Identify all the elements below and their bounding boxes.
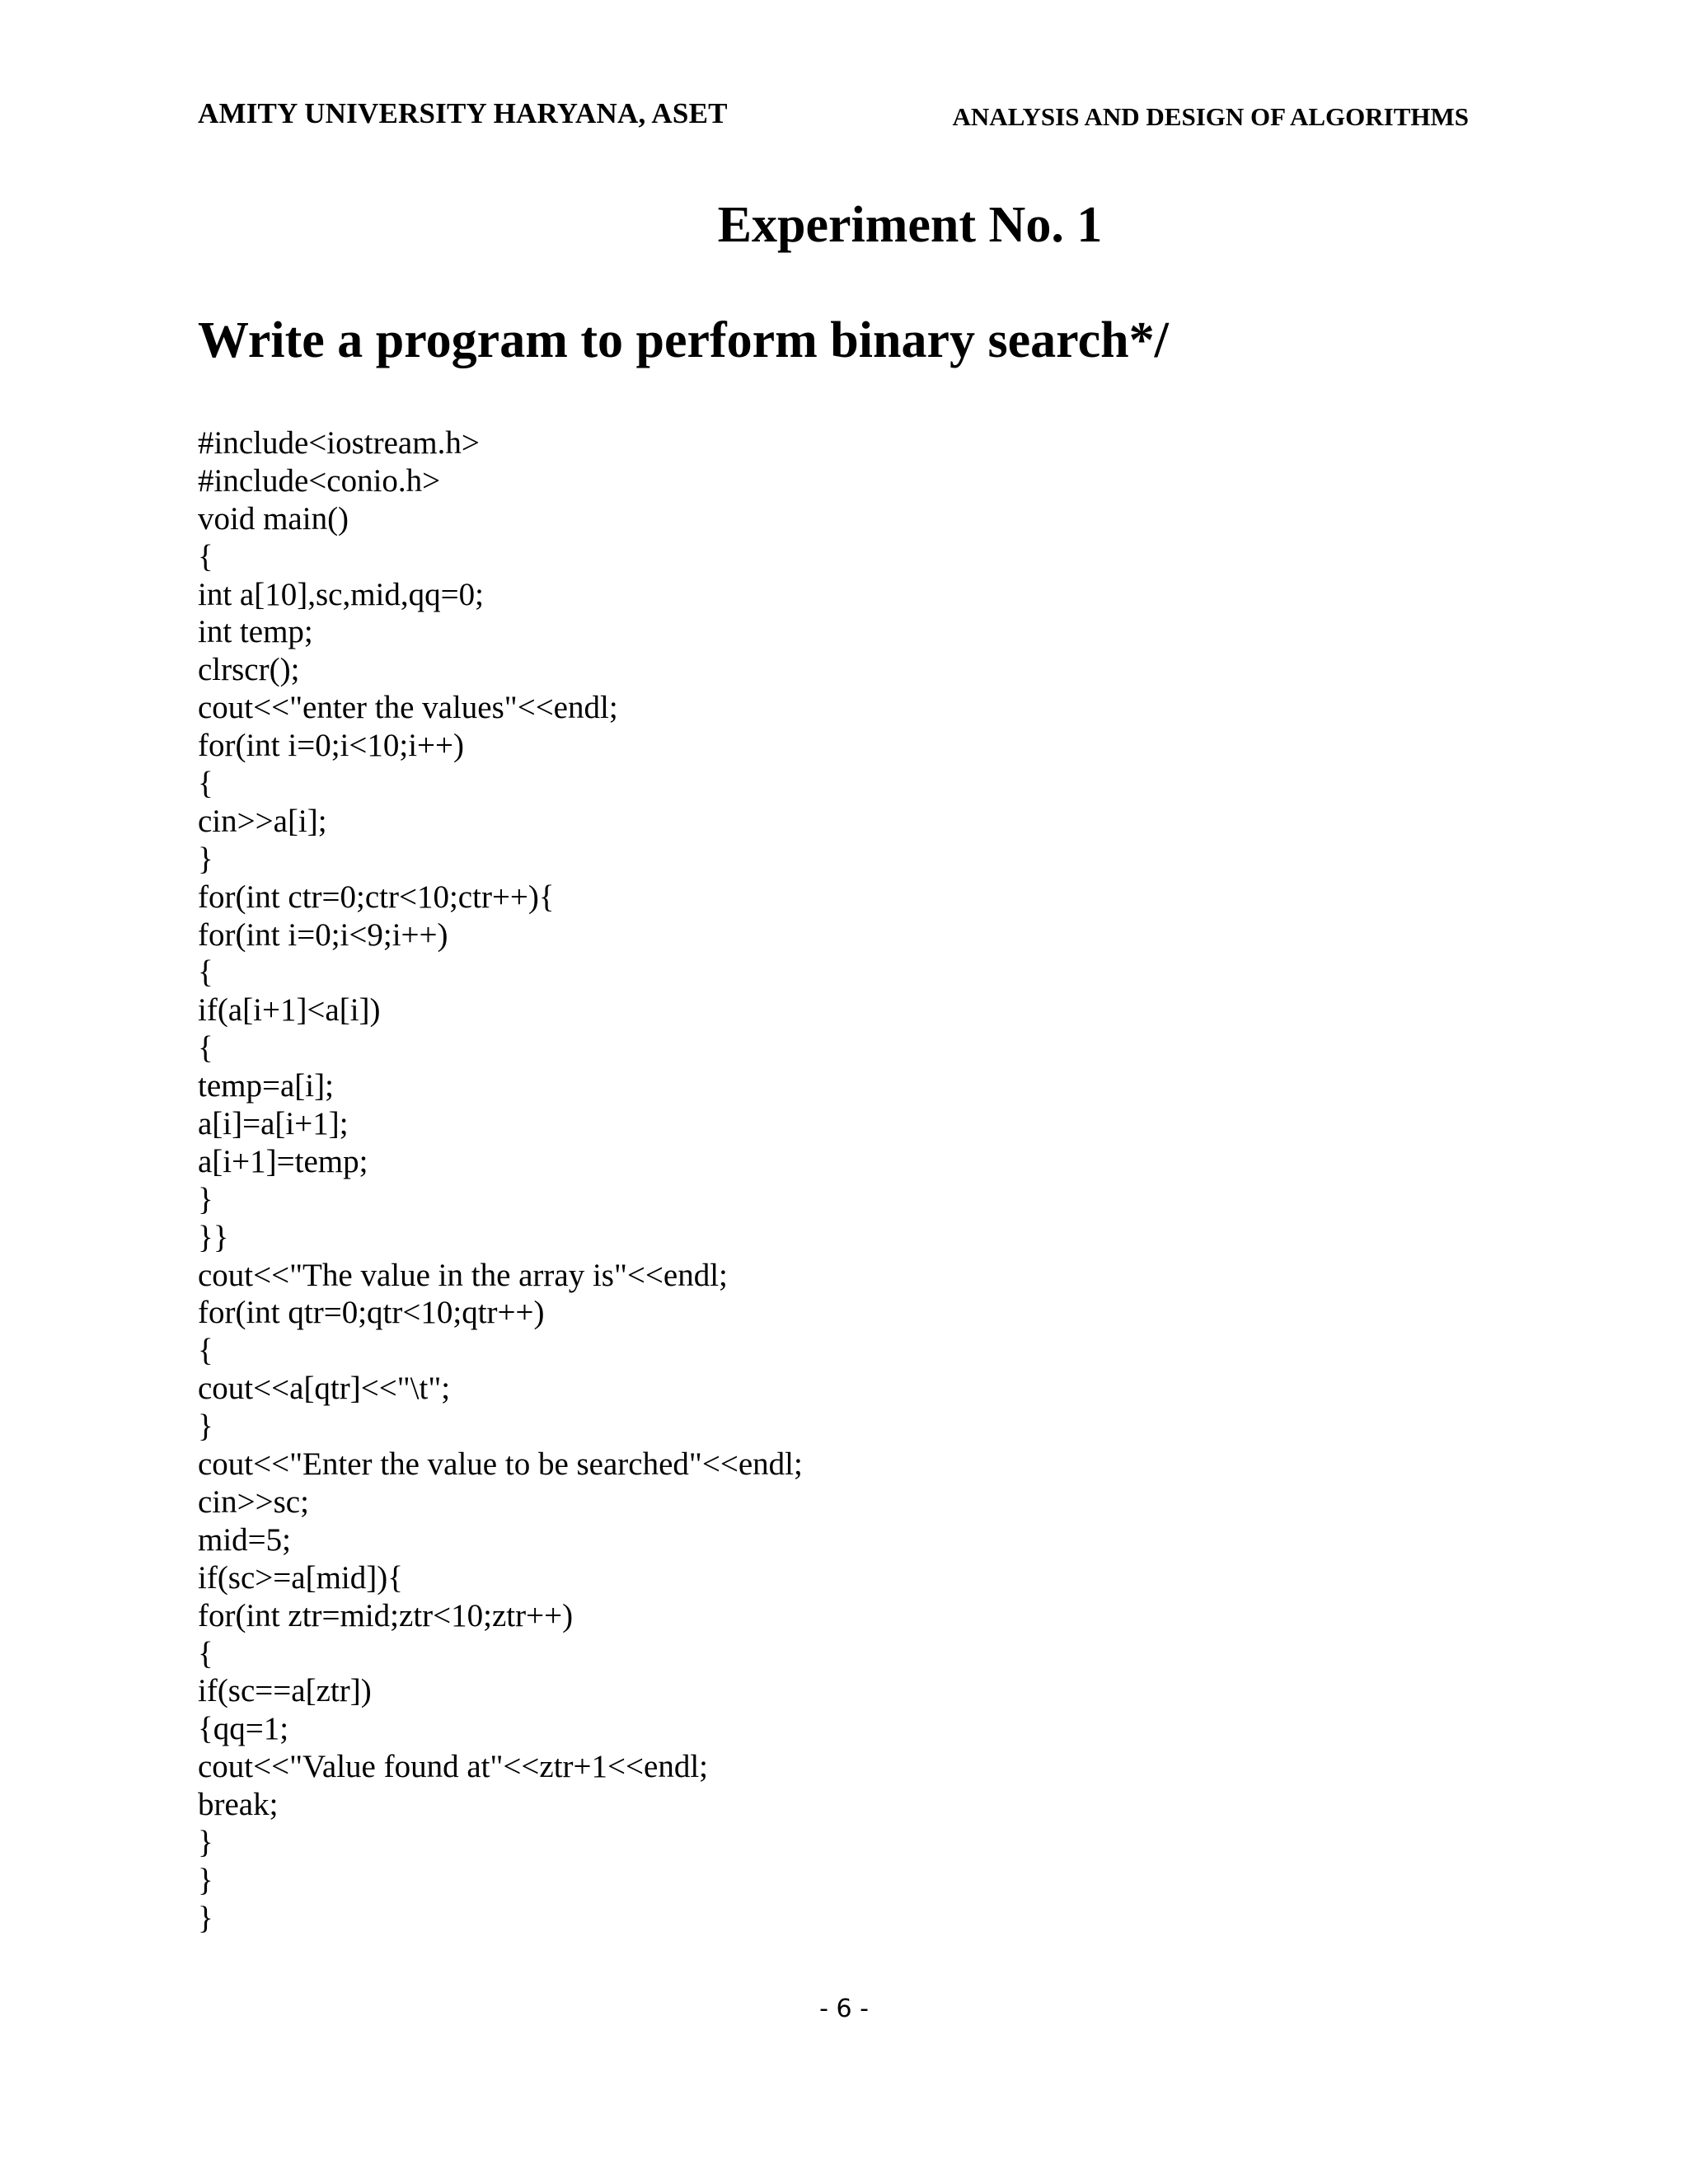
code-line: } — [198, 1408, 213, 1445]
experiment-title — [0, 196, 1688, 255]
code-line: int temp; — [198, 614, 313, 650]
code-line: if(sc>=a[mid]){ — [198, 1559, 403, 1596]
code-line: } — [198, 1181, 213, 1217]
code-line: { — [198, 1333, 213, 1369]
code-line: clrscr(); — [198, 652, 300, 688]
code-line: a[i+1]=temp; — [198, 1143, 368, 1179]
code-line: if(sc==a[ztr]) — [198, 1673, 372, 1709]
page-number: - 6 - — [819, 1994, 869, 2023]
code-line: cin>>a[i]; — [198, 803, 327, 839]
code-line: { — [198, 954, 213, 991]
experiment-title-text: Experiment No. 1 — [717, 197, 1103, 253]
code-line: int a[10],sc,mid,qq=0; — [198, 576, 484, 612]
code-line: temp=a[i]; — [198, 1068, 334, 1104]
code-line: mid=5; — [198, 1521, 292, 1558]
code-line: if(a[i+1]<a[i]) — [198, 992, 381, 1029]
code-line: { — [198, 1030, 213, 1066]
code-line: #include<conio.h> — [198, 462, 441, 499]
code-line: for(int i=0;i<9;i++) — [198, 916, 448, 953]
code-line: cout<<"Value found at"<<ztr+1<<endl; — [198, 1749, 708, 1785]
code-line: { — [198, 1635, 213, 1671]
code-line: } — [198, 1824, 213, 1860]
header-university: AMITY UNIVERSITY HARYANA, ASET — [198, 97, 728, 129]
header-course: ANALYSIS AND DESIGN OF ALGORITHMS — [952, 102, 1469, 131]
code-line: cin>>sc; — [198, 1483, 309, 1520]
code-line: } — [198, 1862, 213, 1898]
code-line: void main() — [198, 500, 349, 537]
code-line: for(int ztr=mid;ztr<10;ztr++) — [198, 1597, 574, 1633]
code-line: } — [198, 841, 213, 877]
code-line: cout<<"Enter the value to be searched"<<endl; — [198, 1446, 803, 1483]
code-line: for(int i=0;i<10;i++) — [198, 728, 465, 764]
code-line: for(int qtr=0;qtr<10;qtr++) — [198, 1295, 545, 1331]
code-line: { — [198, 766, 213, 802]
code-line: cout<<"The value in the array is"<<endl; — [198, 1257, 728, 1293]
code-line: } — [198, 1900, 213, 1936]
code-line: cout<<"enter the values"<<endl; — [198, 690, 618, 726]
code-line: cout<<a[qtr]<<"\t"; — [198, 1371, 451, 1407]
code-listing — [198, 424, 803, 1938]
code-line: #include<iostream.h> — [198, 425, 480, 461]
code-line: break; — [198, 1787, 279, 1823]
code-line: { — [198, 538, 213, 574]
code-line: {qq=1; — [198, 1711, 289, 1747]
code-line: a[i]=a[i+1]; — [198, 1106, 349, 1142]
code-line: for(int ctr=0;ctr<10;ctr++){ — [198, 879, 555, 915]
code-line: }} — [198, 1219, 229, 1255]
experiment-subtitle: Write a program to perform binary search*/ — [198, 312, 1169, 368]
